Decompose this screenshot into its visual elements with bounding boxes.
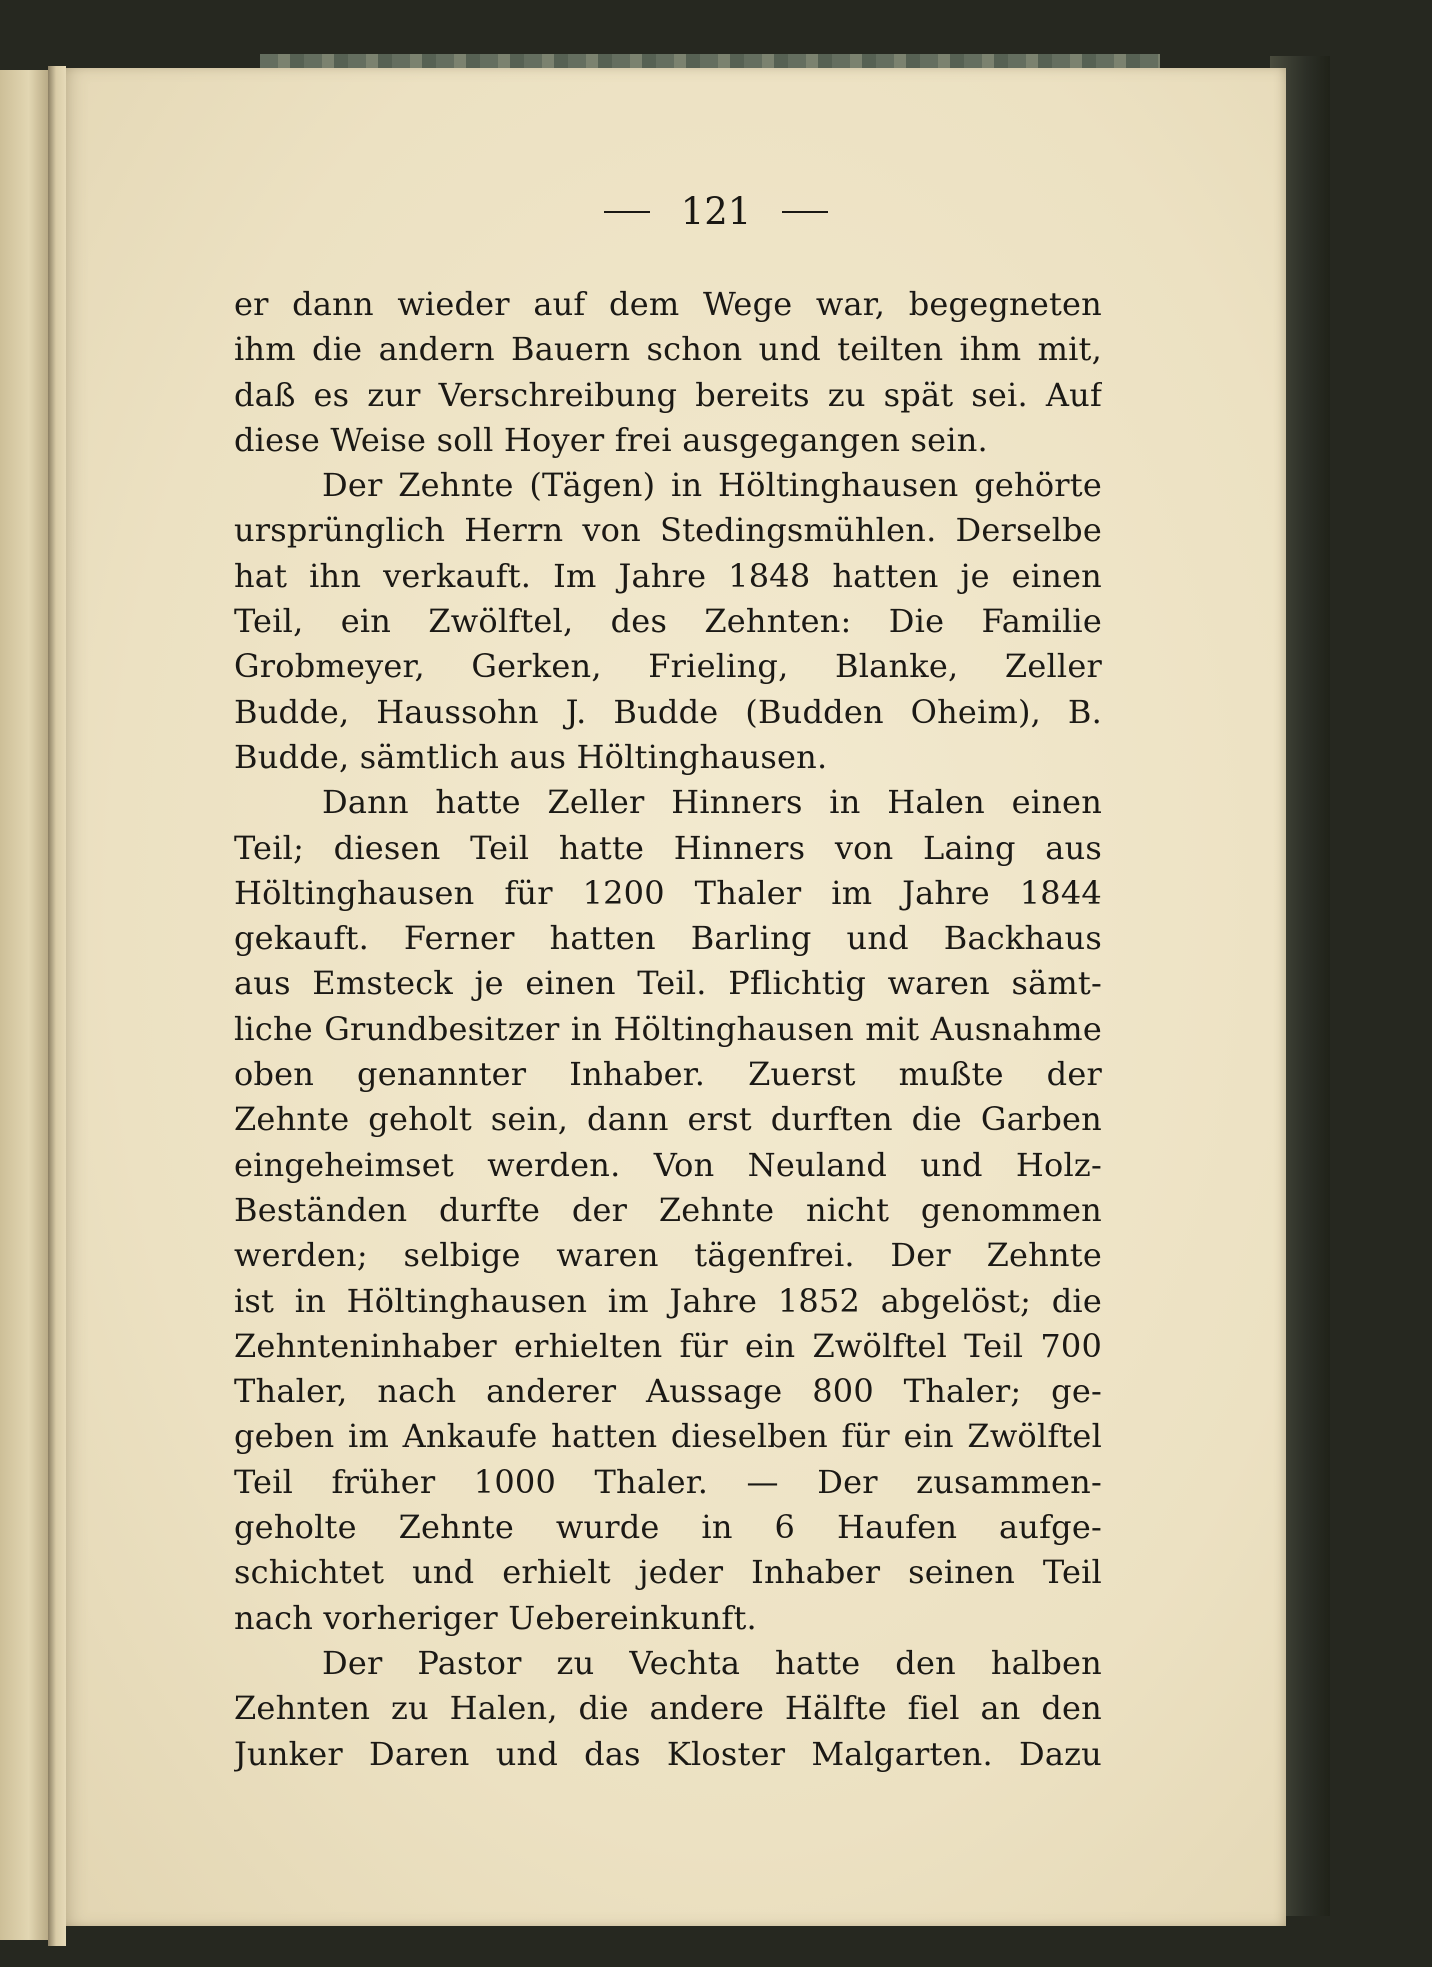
text-line: Budde, Haussohn J. Budde (Budden Oheim), B. — [234, 692, 1102, 731]
text-line: ist in Höltinghausen im Jahre 1852 abgelöst; die — [234, 1281, 1102, 1320]
header-dash-left — [604, 211, 650, 213]
header-dash-right — [782, 211, 828, 213]
text-line: Thaler, nach anderer Aussage 800 Thaler; ge- — [234, 1372, 1102, 1411]
text-line: Zehnten zu Halen, die andere Hälfte fiel an den — [234, 1689, 1102, 1728]
text-line: Höltinghausen für 1200 Thaler im Jahre 1844 — [234, 873, 1102, 912]
text-line: schichtet und erhielt jeder Inhaber seinen Teil — [234, 1553, 1102, 1592]
text-line: eingeheimset werden. Von Neuland und Holz- — [234, 1145, 1102, 1184]
text-line: aus Emsteck je einen Teil. Pflichtig waren sämt- — [234, 964, 1102, 1003]
text-line: Der Zehnte (Tägen) in Höltinghausen gehörte — [322, 466, 1102, 505]
body-text — [234, 282, 1102, 1777]
text-line: Zehnteninhaber erhielten für ein Zwölftel Teil 700 — [234, 1326, 1102, 1365]
text-line: oben genannter Inhaber. Zuerst mußte der — [234, 1055, 1102, 1094]
text-line: Budde, sämtlich aus Höltinghausen. — [234, 737, 828, 776]
text-line: ihm die andern Bauern schon und teilten ihm mit, — [234, 330, 1102, 369]
text-line: Teil; diesen Teil hatte Hinners von Laing aus — [234, 828, 1102, 867]
text-line: er dann wieder auf dem Wege war, begegneten — [234, 285, 1102, 323]
text-line: Junker Daren und das Kloster Malgarten. Dazu — [234, 1734, 1102, 1773]
text-line: Zehnte geholt sein, dann erst durften die Garben — [234, 1100, 1102, 1139]
text-line: werden; selbige waren tägenfrei. Der Zehnte — [234, 1236, 1102, 1275]
page-gutter — [48, 66, 66, 1946]
text-line: hat ihn verkauft. Im Jahre 1848 hatten je einen — [234, 556, 1102, 595]
text-line: Der Pastor zu Vechta hatte den halben — [322, 1643, 1102, 1682]
page-number: 121 — [680, 190, 752, 233]
text-line: geben im Ankaufe hatten dieselben für ein Zwölftel — [234, 1417, 1102, 1456]
text-line: Teil früher 1000 Thaler. — Der zusammen- — [234, 1462, 1102, 1501]
text-line: Dann hatte Zeller Hinners in Halen einen — [322, 783, 1102, 822]
text-line: Beständen durfte der Zehnte nicht genommen — [234, 1190, 1102, 1229]
text-line: geholte Zehnte wurde in 6 Haufen aufge- — [234, 1508, 1102, 1547]
page-header — [0, 190, 1432, 240]
text-line: liche Grundbesitzer in Höltinghausen mit Ausnahme — [234, 1009, 1102, 1048]
text-line: daß es zur Verschreibung bereits zu spät sei. Auf — [234, 375, 1102, 414]
text-line: Teil, ein Zwölftel, des Zehnten: Die Familie — [234, 602, 1102, 641]
text-line: nach vorheriger Uebereinkunft. — [234, 1598, 757, 1637]
previous-page-edge — [0, 70, 48, 1940]
text-line: ursprünglich Herrn von Stedingsmühlen. Derselbe — [234, 511, 1102, 550]
text-line: diese Weise soll Hoyer frei ausgegangen sein. — [234, 420, 988, 459]
text-line: gekauft. Ferner hatten Barling und Backhaus — [234, 919, 1102, 958]
text-line: Grobmeyer, Gerken, Frieling, Blanke, Zeller — [234, 647, 1102, 686]
